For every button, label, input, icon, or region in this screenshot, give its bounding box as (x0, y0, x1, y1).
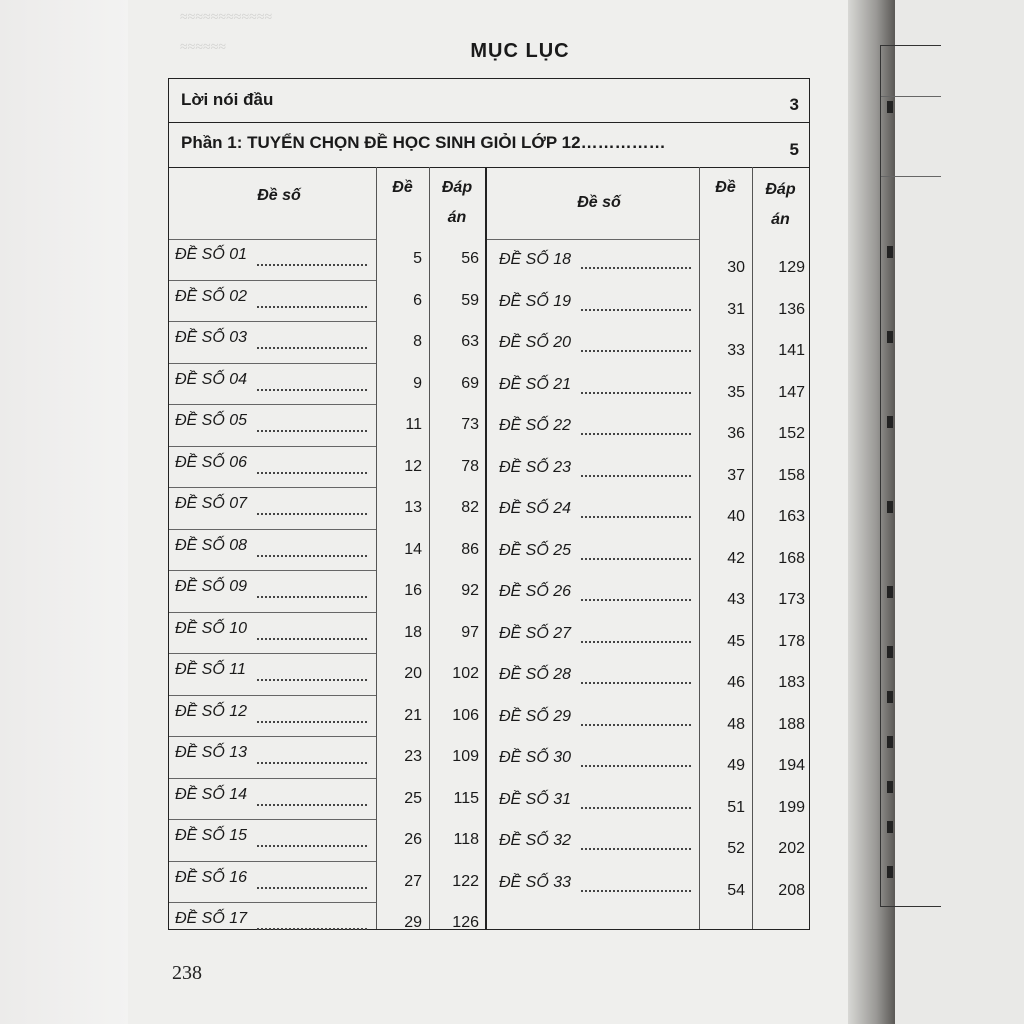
entry-name: ĐỀ SỐ 08 (175, 536, 248, 554)
entry-dapan-page: 202 (778, 840, 805, 857)
entry-dapan-page: 208 (778, 881, 805, 899)
entry-name: ĐỀ SỐ 18 (499, 251, 572, 268)
entry-dapan-page: 122 (452, 872, 479, 890)
dot-leader (581, 432, 691, 435)
row-separator (169, 612, 376, 613)
entry-name: ĐỀ SỐ 19 (499, 292, 572, 310)
header-name-right: Đề số (577, 194, 621, 211)
entry-de-page: 26 (404, 831, 422, 848)
entry-dapan-page: 168 (778, 549, 805, 567)
bleed-through-text: ≈≈≈≈≈≈ (180, 40, 227, 55)
dot-leader (257, 637, 367, 640)
dot-leader (581, 640, 691, 643)
row-separator (169, 529, 376, 530)
dot-leader (581, 308, 691, 311)
entry-dapan-page: 63 (461, 333, 479, 350)
row-separator (169, 404, 376, 405)
entry-de-page: 45 (727, 632, 745, 650)
bleed-through-text: ≈≈≈≈≈≈≈≈≈≈≈≈ (180, 10, 273, 25)
adjacent-mark (887, 736, 893, 748)
entry-name: ĐỀ SỐ 07 (175, 495, 248, 512)
dot-leader (581, 764, 691, 767)
entry-de-page: 11 (405, 416, 422, 433)
adjacent-mark (887, 781, 893, 793)
entry-name: ĐỀ SỐ 21 (499, 375, 572, 393)
page-number: 238 (172, 962, 202, 984)
entry-dapan-page: 141 (778, 342, 805, 359)
dot-leader (581, 349, 691, 352)
entry-de-page: 6 (413, 291, 422, 309)
adjacent-mark (887, 246, 893, 258)
adjacent-mark (887, 501, 893, 513)
entry-dapan-page: 59 (461, 291, 479, 309)
header-dapan-right: Đáp (765, 181, 796, 198)
entry-name: ĐỀ SỐ 31 (499, 790, 572, 808)
header-dapan-left: Đáp (441, 179, 473, 196)
entry-de-page: 54 (727, 881, 745, 899)
header-dapan-left-2: án (447, 209, 467, 226)
dot-leader (257, 927, 367, 930)
dot-leader (257, 346, 367, 349)
part-label: Phần 1: TUYỂN CHỌN ĐỀ HỌC SINH GIỎI LỚP 12…………… (181, 133, 666, 152)
dot-leader (257, 429, 367, 432)
part-page: 5 (789, 140, 799, 159)
entry-dapan-page: 115 (453, 789, 479, 807)
entry-name: ĐỀ SỐ 13 (175, 744, 248, 761)
header-dapan-right-2: án (771, 211, 790, 228)
entry-de-page: 13 (404, 499, 422, 516)
entry-name: ĐỀ SỐ 10 (175, 619, 248, 637)
dot-leader (581, 266, 691, 269)
entry-dapan-page: 183 (778, 674, 805, 691)
column-divider (376, 167, 377, 929)
header-separator (169, 239, 376, 240)
dot-leader (257, 471, 367, 474)
row-separator (169, 861, 376, 862)
entry-de-page: 37 (727, 466, 745, 484)
entry-name: ĐỀ SỐ 25 (499, 541, 572, 559)
row-separator (169, 446, 376, 447)
entry-name: ĐỀ SỐ 20 (499, 334, 572, 351)
entry-name: ĐỀ SỐ 03 (175, 329, 248, 346)
row-separator (169, 570, 376, 571)
left-background (0, 0, 130, 1024)
dot-leader (257, 678, 367, 681)
entry-de-page: 18 (404, 623, 422, 641)
dot-leader (581, 723, 691, 726)
entry-name: ĐỀ SỐ 12 (175, 702, 248, 720)
adjacent-mark (887, 331, 893, 343)
entry-de-page: 16 (404, 582, 422, 599)
entry-name: ĐỀ SỐ 14 (175, 785, 248, 803)
entry-de-page: 20 (404, 665, 422, 682)
row-separator (169, 653, 376, 654)
entry-name: ĐỀ SỐ 32 (499, 832, 572, 849)
entry-name: ĐỀ SỐ 11 (175, 661, 246, 678)
entry-name: ĐỀ SỐ 29 (499, 707, 572, 725)
entry-de-page: 12 (404, 457, 422, 475)
column-divider (699, 167, 700, 929)
row-separator (169, 363, 376, 364)
entry-name: ĐỀ SỐ 01 (175, 246, 248, 263)
page-title: MỤC LỤC (470, 40, 570, 62)
row-separator (169, 778, 376, 779)
entry-dapan-page: 199 (778, 798, 805, 816)
entry-dapan-page: 173 (778, 591, 805, 608)
entry-de-page: 43 (727, 591, 745, 608)
adjacent-mark (887, 586, 893, 598)
dot-leader (257, 263, 367, 266)
dot-leader (257, 720, 367, 723)
entry-dapan-page: 152 (778, 425, 805, 442)
entry-dapan-page: 178 (778, 632, 805, 650)
dot-leader (581, 847, 691, 850)
adjacent-mark (887, 101, 893, 113)
dot-leader (581, 889, 691, 892)
entry-name: ĐỀ SỐ 30 (499, 749, 572, 766)
entry-dapan-page: 118 (453, 831, 479, 848)
column-divider (429, 167, 430, 929)
entry-de-page: 48 (727, 715, 745, 733)
entry-de-page: 42 (727, 549, 745, 567)
entry-de-page: 30 (727, 259, 745, 276)
entry-de-page: 9 (413, 374, 422, 392)
entry-de-page: 46 (727, 674, 745, 691)
entry-de-page: 14 (404, 540, 422, 558)
dot-leader (257, 844, 367, 847)
entry-de-page: 31 (727, 300, 745, 318)
header-name-left: Đề số (257, 187, 301, 204)
header-separator (487, 239, 699, 240)
entry-de-page: 25 (404, 789, 422, 807)
entry-dapan-page: 129 (778, 259, 805, 276)
header-de-left: Đề (392, 179, 413, 196)
entry-name: ĐỀ SỐ 33 (499, 873, 572, 891)
row-separator (169, 487, 376, 488)
entry-name: ĐỀ SỐ 09 (175, 578, 248, 595)
entry-de-page: 23 (404, 748, 422, 765)
dot-leader (581, 557, 691, 560)
center-divider (485, 167, 487, 929)
entry-dapan-page: 109 (452, 748, 479, 765)
entry-dapan-page: 188 (778, 715, 805, 733)
entry-dapan-page: 73 (461, 416, 479, 433)
entry-name: ĐỀ SỐ 24 (499, 500, 572, 517)
entry-de-page: 36 (727, 425, 745, 442)
row-separator (169, 280, 376, 281)
entry-name: ĐỀ SỐ 15 (175, 827, 248, 844)
entry-de-page: 29 (404, 914, 422, 931)
adjacent-mark (887, 416, 893, 428)
dot-leader (581, 474, 691, 477)
entry-dapan-page: 97 (461, 623, 479, 641)
part-row[interactable] (169, 122, 809, 168)
entry-dapan-page: 82 (461, 499, 479, 516)
entry-name: ĐỀ SỐ 16 (175, 868, 248, 886)
entry-dapan-page: 78 (461, 457, 479, 475)
column-divider (752, 167, 753, 929)
dot-leader (257, 554, 367, 557)
entry-name: ĐỀ SỐ 26 (499, 583, 572, 600)
dot-leader (257, 595, 367, 598)
entry-dapan-page: 158 (778, 466, 805, 484)
adjacent-page-table (880, 45, 941, 907)
adjacent-mark (887, 866, 893, 878)
dot-leader (581, 391, 691, 394)
entry-name: ĐỀ SỐ 28 (499, 666, 572, 683)
intro-label: Lời nói đầu (181, 90, 274, 109)
entry-de-page: 49 (727, 757, 745, 774)
adjacent-row-line (881, 176, 941, 177)
adjacent-mark (887, 821, 893, 833)
adjacent-mark (887, 646, 893, 658)
entry-dapan-page: 102 (452, 665, 479, 682)
entry-name: ĐỀ SỐ 06 (175, 453, 248, 471)
entry-de-page: 33 (727, 342, 745, 359)
dot-leader (257, 388, 367, 391)
entry-name: ĐỀ SỐ 22 (499, 417, 572, 434)
entry-de-page: 52 (727, 840, 745, 857)
entry-de-page: 51 (727, 798, 745, 816)
dot-leader (257, 803, 367, 806)
entry-name: ĐỀ SỐ 23 (499, 458, 572, 476)
toc-table (168, 78, 810, 930)
entry-de-page: 27 (404, 872, 422, 890)
row-separator (169, 736, 376, 737)
entry-dapan-page: 194 (778, 757, 805, 774)
entry-dapan-page: 126 (452, 914, 479, 931)
dot-leader (257, 512, 367, 515)
entry-dapan-page: 106 (452, 706, 479, 724)
row-separator (169, 819, 376, 820)
entry-de-page: 21 (404, 706, 422, 724)
entry-dapan-page: 56 (461, 250, 479, 267)
entry-dapan-page: 163 (778, 508, 805, 525)
row-separator (169, 695, 376, 696)
entry-de-page: 8 (413, 333, 422, 350)
intro-row[interactable] (169, 79, 809, 123)
entry-dapan-page: 147 (778, 383, 805, 401)
header-de-right: Đề (715, 179, 736, 196)
entry-name: ĐỀ SỐ 02 (175, 287, 248, 305)
dot-leader (581, 598, 691, 601)
entry-dapan-page: 86 (461, 540, 479, 558)
adjacent-mark (887, 691, 893, 703)
dot-leader (581, 515, 691, 518)
entry-dapan-page: 92 (461, 582, 479, 599)
entry-de-page: 40 (727, 508, 745, 525)
row-separator (169, 321, 376, 322)
entry-name: ĐỀ SỐ 05 (175, 412, 248, 429)
entry-de-page: 35 (727, 383, 745, 401)
entry-name: ĐỀ SỐ 17 (175, 910, 248, 927)
entry-dapan-page: 136 (778, 300, 805, 318)
entry-name: ĐỀ SỐ 04 (175, 370, 248, 388)
dot-leader (581, 806, 691, 809)
intro-page: 3 (789, 95, 799, 114)
entry-name: ĐỀ SỐ 27 (499, 624, 572, 642)
dot-leader (257, 761, 367, 764)
entry-de-page: 5 (413, 250, 422, 267)
dot-leader (257, 305, 367, 308)
row-separator (169, 902, 376, 903)
dot-leader (257, 886, 367, 889)
adjacent-row-line (881, 96, 941, 97)
dot-leader (581, 681, 691, 684)
entry-dapan-page: 69 (461, 374, 479, 392)
